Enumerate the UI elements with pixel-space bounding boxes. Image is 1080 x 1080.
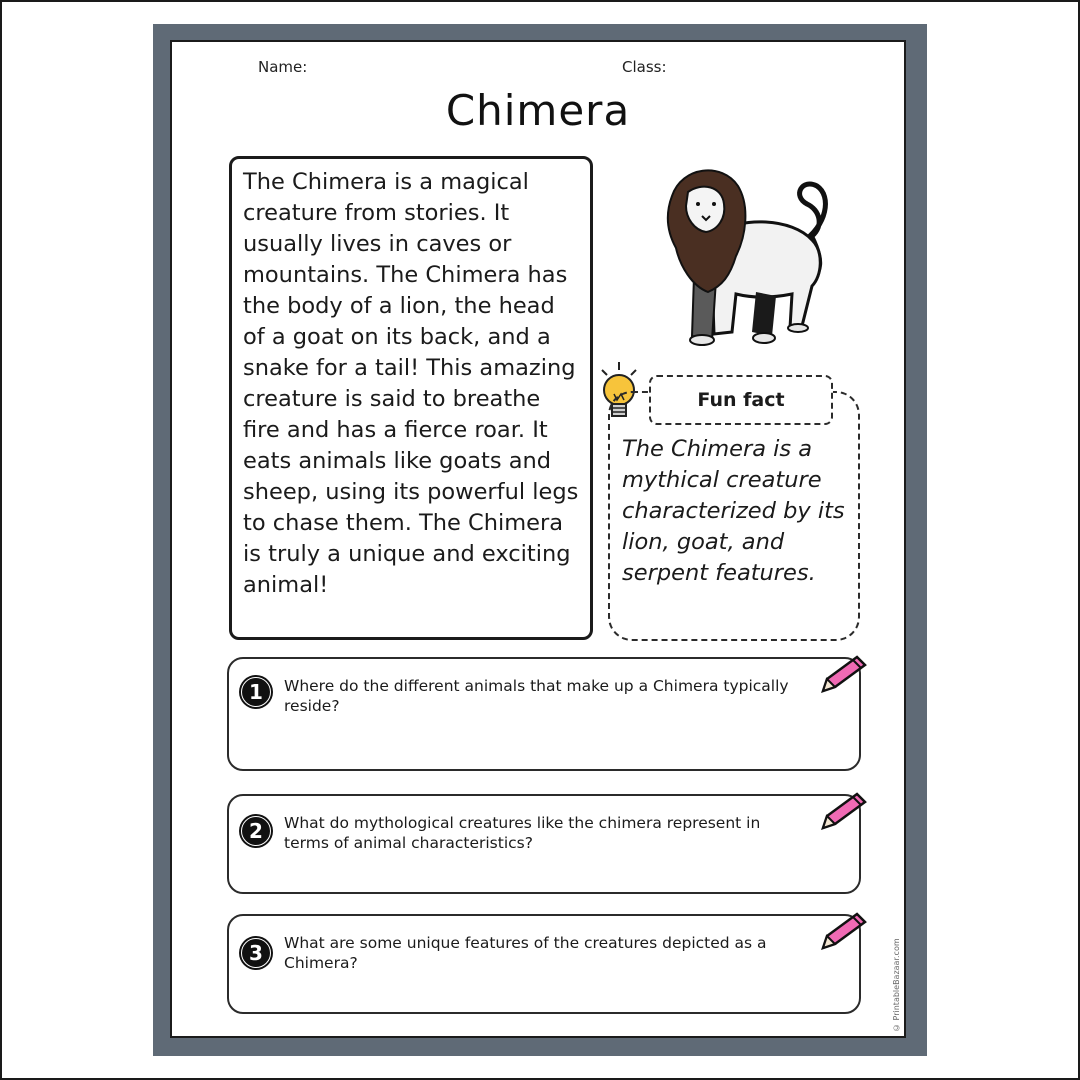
question-text-2: What do mythological creatures like the chimera represent in terms of animal characteristics? xyxy=(284,814,761,852)
pencil-icon xyxy=(817,651,869,697)
question-box-2[interactable] xyxy=(227,794,861,894)
copyright-watermark: © PrintableBazaar.com xyxy=(892,938,901,1032)
lion-icon xyxy=(652,156,852,352)
fun-fact-label: Fun fact xyxy=(649,375,833,425)
name-label: Name: xyxy=(258,58,308,76)
worksheet-page xyxy=(170,40,906,1038)
fun-fact-text: The Chimera is a mythical creature characterized by its lion, goat, and serpent features. xyxy=(622,436,845,586)
reading-passage-box xyxy=(229,156,593,640)
pencil-icon xyxy=(817,908,869,954)
page-title: Chimera xyxy=(445,86,631,135)
question-number-3: 3 xyxy=(239,936,273,970)
class-label: Class: xyxy=(622,58,667,76)
question-text-1: Where do the different animals that make up a Chimera typically reside? xyxy=(284,677,789,715)
question-box-1[interactable] xyxy=(227,657,861,771)
question-text-3: What are some unique features of the creatures depicted as a Chimera? xyxy=(284,934,767,972)
pencil-icon xyxy=(817,788,869,834)
question-number-2: 2 xyxy=(239,814,273,848)
question-box-3[interactable] xyxy=(227,914,861,1014)
reading-passage: The Chimera is a magical creature from stories. It usually lives in caves or mountains. The Chimera has the body of a lion, the head of a goat on its back, and a snake for a tail! This amazing creature is said to breathe fire and has a fierce roar. It eats animals like goats and sheep, using its powerful legs to chase them. The Chimera is truly a unique and exciting animal! xyxy=(243,169,579,598)
question-number-1: 1 xyxy=(239,675,273,709)
